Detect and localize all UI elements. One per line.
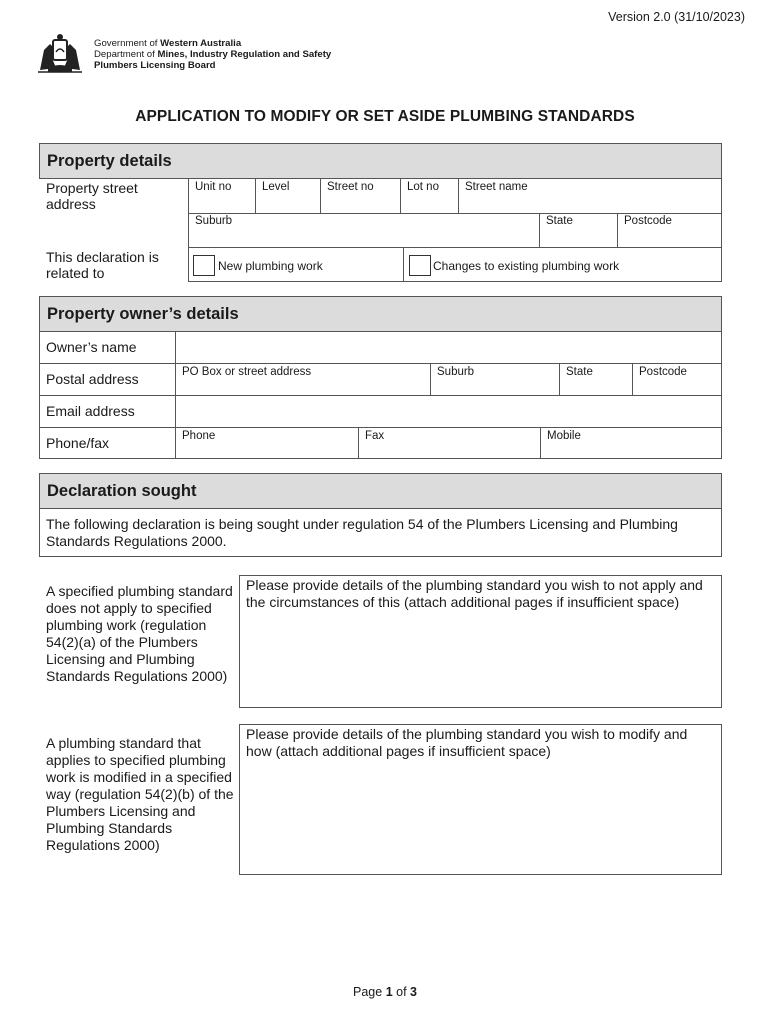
phone-field[interactable]: Phone — [175, 427, 359, 459]
owner-state-field[interactable]: State — [559, 363, 633, 396]
org-line3: Plumbers Licensing Board — [94, 60, 216, 71]
changes-existing-work-label: Changes to existing plumbing work — [433, 259, 620, 273]
letterhead — [34, 32, 331, 74]
org-line1-bold: Western Australia — [160, 38, 242, 49]
street-no-field[interactable]: Street no — [320, 179, 401, 214]
wa-crest-logo — [34, 32, 86, 74]
property-address-label: Property street address — [46, 180, 138, 212]
page-title: APPLICATION TO MODIFY OR SET ASIDE PLUMBING STANDARDS — [135, 108, 635, 125]
unit-no-field[interactable]: Unit no — [188, 179, 256, 214]
new-plumbing-work-checkbox[interactable] — [193, 255, 215, 276]
owner-postcode-field[interactable]: Postcode — [632, 363, 722, 396]
declaration-related-label: This declaration is related to — [46, 249, 159, 281]
phone-fax-label: Phone/fax — [46, 435, 110, 451]
declaration-intro-text: The following declaration is being sought under regulation 54 of the Plumbers Licensing and Plumbing Standards Regulations 2000. — [46, 516, 678, 549]
property-postcode-field[interactable]: Postcode — [617, 213, 722, 248]
fax-field[interactable]: Fax — [358, 427, 541, 459]
owner-details-heading: Property owner’s details — [39, 296, 722, 332]
street-name-field[interactable]: Street name — [458, 179, 722, 214]
declaration-sought-heading: Declaration sought — [39, 473, 722, 509]
changes-existing-work-checkbox[interactable] — [409, 255, 431, 276]
page-prefix: Page — [353, 985, 386, 999]
regulation-a-label: A specified plumbing standard does not apply to specified plumbing work (regulation 54(2)(a) of the Plumbers Licensing and Plumbing Standards Regulations 2000) — [46, 583, 233, 684]
page-footer — [0, 985, 770, 999]
owner-name-field[interactable] — [175, 331, 722, 364]
property-state-field[interactable]: State — [539, 213, 618, 248]
owner-name-label: Owner’s name — [46, 339, 137, 355]
owner-suburb-field[interactable]: Suburb — [430, 363, 560, 396]
property-details-heading: Property details — [39, 143, 722, 179]
org-line2-bold: Mines, Industry Regulation and Safety — [157, 49, 332, 60]
page-middle: of — [392, 985, 411, 999]
regulation-b-prompt: Please provide details of the plumbing standard you wish to modify and how (attach additional pages if insufficient space) — [246, 726, 688, 759]
mobile-field[interactable]: Mobile — [540, 427, 722, 459]
page-total: 3 — [410, 985, 417, 999]
lot-no-field[interactable]: Lot no — [400, 179, 459, 214]
org-line2-prefix: Department of — [94, 49, 158, 60]
po-box-field[interactable]: PO Box or street address — [175, 363, 431, 396]
email-address-label: Email address — [46, 403, 135, 419]
email-field[interactable] — [175, 395, 722, 428]
page-current: 1 — [385, 985, 393, 999]
regulation-b-label: A plumbing standard that applies to specified plumbing work is modified in a specified way (regulation 54(2)(b) of the Plumbers Licensing and Plumbing Standards Regulations 2000) — [46, 735, 234, 853]
version-label: Version 2.0 (31/10/2023) — [608, 10, 745, 24]
postal-address-label: Postal address — [46, 371, 139, 387]
regulation-a-prompt: Please provide details of the plumbing standard you wish to not apply and the circumstances of this (attach additional pages if insufficient space) — [246, 577, 703, 610]
new-plumbing-work-label: New plumbing work — [218, 259, 323, 273]
organisation-block — [94, 38, 331, 71]
level-field[interactable]: Level — [255, 179, 321, 214]
org-line1-prefix: Government of — [94, 38, 161, 49]
property-suburb-field[interactable]: Suburb — [188, 213, 540, 248]
